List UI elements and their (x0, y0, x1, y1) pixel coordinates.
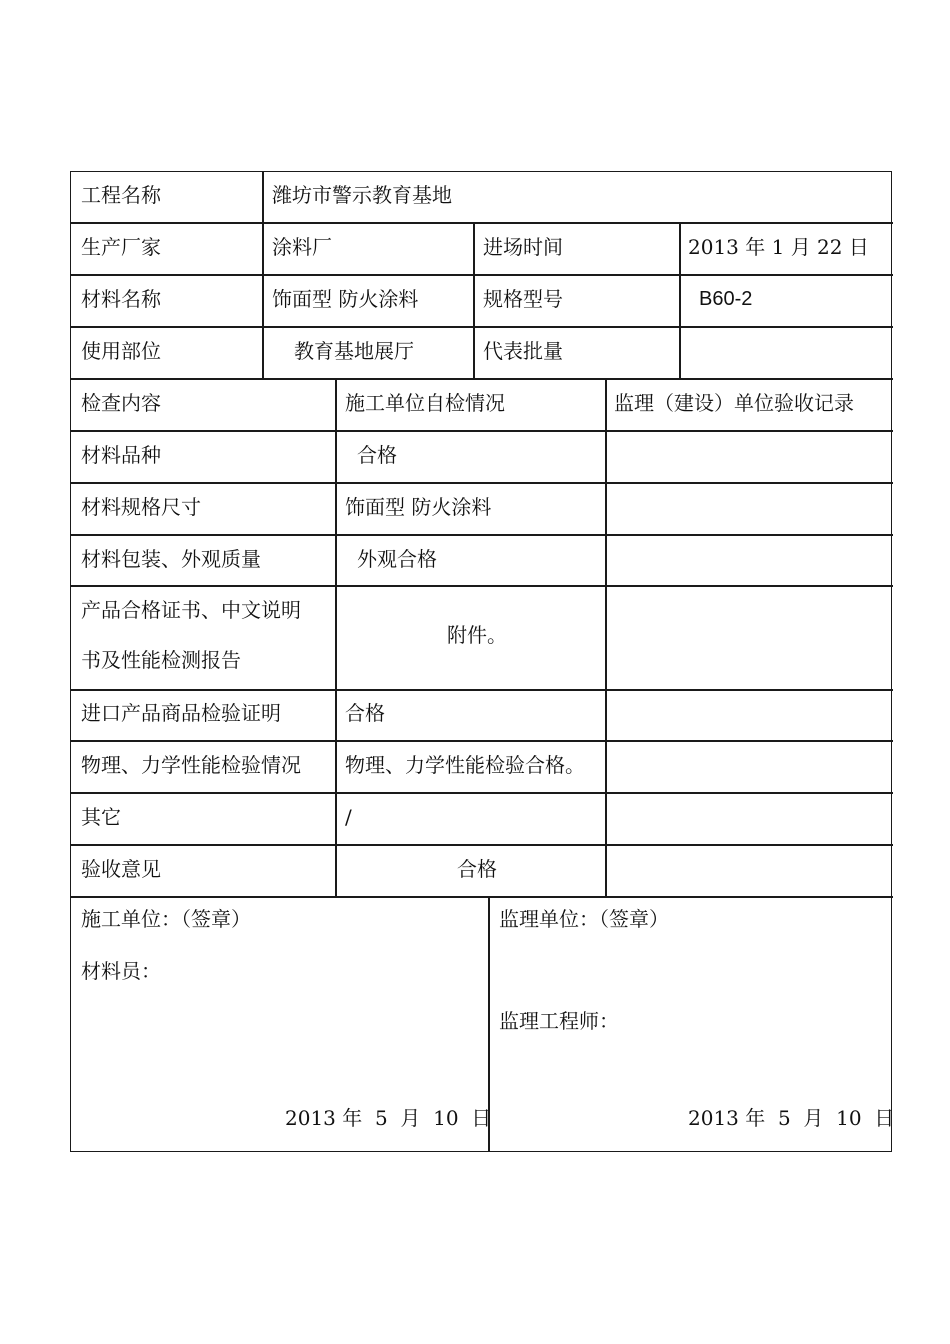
project-name-label: 工程名称 (81, 183, 161, 207)
column-supervision-record: 监理（建设）单位验收记录 (614, 391, 854, 415)
inspection-item: 验收意见 (81, 857, 161, 881)
manufacturer-label: 生产厂家 (81, 235, 161, 259)
self-check-result: 合格 (457, 857, 497, 881)
self-check-result: 饰面型 防火涂料 (345, 495, 492, 519)
manufacturer-value: 涂料厂 (272, 235, 332, 259)
rule (71, 222, 893, 224)
inspection-item: 材料品种 (81, 443, 161, 467)
arrival-time-value: 2013 年 1 月 22 日 (688, 235, 869, 259)
column-contractor-self-check: 施工单位自检情况 (345, 391, 505, 415)
inspection-item: 书及性能检测报告 (81, 648, 241, 672)
spec-model-value: B60-2 (699, 288, 753, 310)
supervisor-seal-label: 监理单位：（签章） (499, 907, 669, 931)
contractor-seal-label: 施工单位：（签章） (81, 907, 251, 931)
inspection-item: 产品合格证书、中文说明 (81, 598, 301, 622)
supervising-engineer-label: 监理工程师： (499, 1009, 619, 1033)
rule (335, 379, 337, 896)
rule (679, 223, 681, 379)
rule (71, 792, 893, 794)
supervisor-date: 2013 年 5 月 10 日 (688, 1106, 895, 1130)
inspection-item: 材料规格尺寸 (81, 495, 201, 519)
material-name-value: 饰面型 防火涂料 (272, 287, 419, 311)
spec-model-label: 规格型号 (483, 287, 563, 311)
arrival-time-label: 进场时间 (483, 235, 563, 259)
inspection-item: 进口产品商品检验证明 (81, 701, 281, 725)
usage-location-value: 教育基地展厅 (294, 339, 414, 363)
project-name-value: 潍坊市警示教育基地 (272, 183, 452, 207)
material-name-label: 材料名称 (81, 287, 161, 311)
self-check-result: 合格 (345, 701, 385, 725)
rule (71, 430, 893, 432)
rule (71, 378, 893, 380)
rule (262, 172, 264, 379)
self-check-result: 外观合格 (357, 547, 437, 571)
self-check-result: 附件。 (447, 623, 507, 647)
rule (605, 379, 607, 896)
materials-officer-label: 材料员： (81, 959, 161, 983)
rule (71, 326, 893, 328)
inspection-item: 其它 (81, 805, 121, 829)
rule (71, 274, 893, 276)
self-check-result: 物理、力学性能检验合格。 (345, 753, 585, 777)
column-inspection-content: 检查内容 (81, 391, 161, 415)
rule (71, 740, 893, 742)
batch-quantity-label: 代表批量 (483, 339, 563, 363)
rule (71, 689, 893, 691)
rule (473, 223, 475, 379)
self-check-result: / (345, 805, 352, 829)
usage-location-label: 使用部位 (81, 339, 161, 363)
contractor-date: 2013 年 5 月 10 日 (285, 1106, 492, 1130)
inspection-item: 材料包装、外观质量 (81, 547, 261, 571)
rule (71, 534, 893, 536)
rule (71, 482, 893, 484)
self-check-result: 合格 (357, 443, 397, 467)
rule (71, 844, 893, 846)
material-acceptance-form (70, 171, 895, 1152)
rule (71, 896, 893, 898)
rule (71, 585, 893, 587)
inspection-item: 物理、力学性能检验情况 (81, 753, 301, 777)
